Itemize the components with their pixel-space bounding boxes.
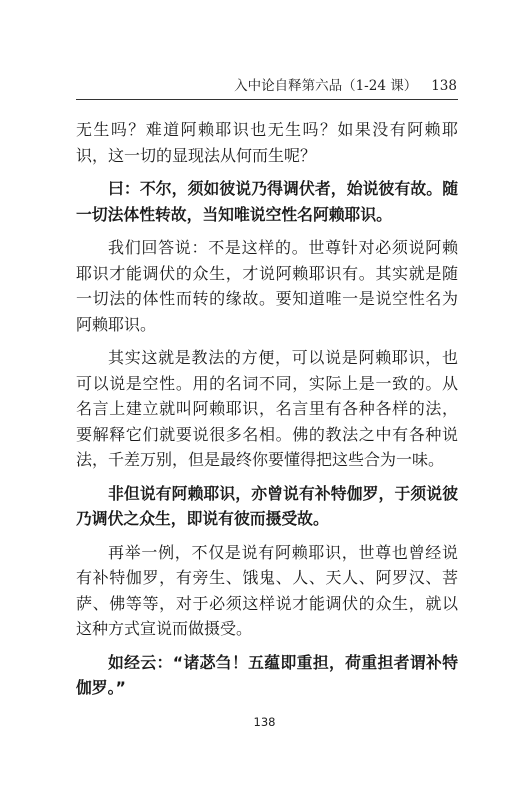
root-text-verse: 非但说有阿赖耶识，亦曾说有补特伽罗，于须说彼乃调伏之众生，即说有彼而摄受故。 [76,483,458,528]
footer-page-number: 138 [253,715,276,729]
header-title: 入中论自释第六品（1-24 课） [234,78,418,94]
commentary-paragraph: 其实这就是教法的方便，可以说是阿赖耶识，也可以说是空性。用的名词不同，实际上是一致的。从名言上建立就叫阿赖耶识，名言里有各种各样的法，要解释它们就要说很多名相。佛的教法之中有各种说法，千差万别，但是最终你要懂得把这些合为一味。 [76,348,458,469]
page-body [76,117,458,709]
commentary-paragraph: 我们回答说：不是这样的。世尊针对必须说阿赖耶识才能调伏的众生，才说阿赖耶识有。其实就是随一切法的体性而转的缘故。要知道唯一是说空性名为阿赖耶识。 [76,238,458,334]
paragraph-continuation: 无生吗？难道阿赖耶识也无生吗？如果没有阿赖耶识，这一切的显现法从何而生呢？ [76,120,458,165]
running-header [234,74,457,94]
commentary-paragraph: 再举一例，不仅是说有阿赖耶识，世尊也曾经说有补特伽罗，有旁生、饿鬼、人、天人、阿罗汉、菩萨、佛等等，对于必须这样说才能调伏的众生，就以这种方式宣说而做摄受。 [76,542,458,638]
header-rule [76,99,458,100]
root-text-verse: 曰：不尔，须如彼说乃得调伏者，始说彼有故。随一切法体性转故，当知唯说空性名阿赖耶识。 [76,179,458,224]
root-text-quote: 如经云：“诸苾刍！五蕴即重担，荷重担者谓补特伽罗。” [76,652,458,697]
header-page-number: 138 [431,78,457,94]
